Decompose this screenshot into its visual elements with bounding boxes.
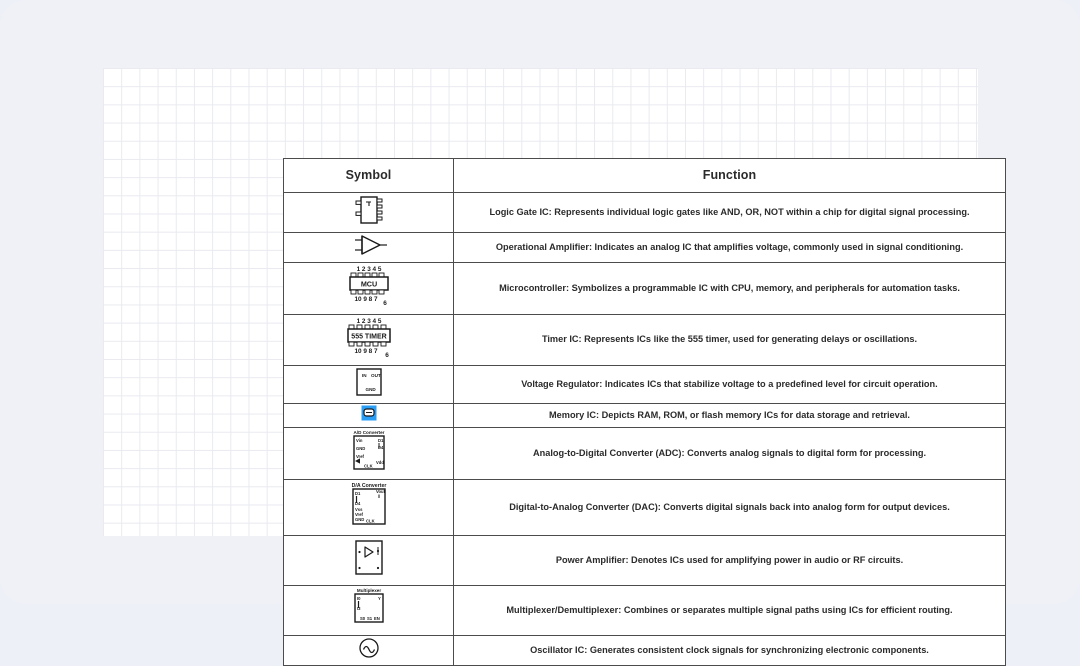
dac-symbol[interactable]	[284, 480, 453, 530]
dac-pin-vref: Vref	[354, 512, 363, 517]
function-text: Timer IC: Represents ICs like the 555 timer, used for generating delays or oscillations.	[541, 334, 918, 345]
mux-pin-en: EN	[373, 616, 380, 621]
adc-title: A/D Converter	[353, 430, 384, 435]
ic-symbol-table	[283, 158, 1003, 655]
function-cell	[454, 636, 1006, 666]
header-label-function: Function	[702, 168, 757, 182]
symbol-cell[interactable]	[284, 480, 454, 536]
mux-pin-s0: S0	[359, 616, 365, 621]
memory-ic-symbol[interactable]	[284, 404, 453, 422]
function-cell	[454, 315, 1006, 366]
table-header-row	[284, 159, 1006, 193]
dac-title: D/A Converter	[351, 483, 386, 489]
header-cell-function	[454, 159, 1006, 193]
mux-pin-i0: I0	[356, 596, 360, 601]
adc-symbol[interactable]	[284, 428, 453, 474]
adc-pin-d4: D4	[377, 445, 383, 450]
dac-pin-gnd: GND	[354, 517, 364, 522]
diagram-canvas[interactable]	[103, 68, 978, 655]
symbol-cell[interactable]	[284, 428, 454, 480]
mcu-body-label: MCU	[360, 279, 377, 289]
logic-gate-ic-symbol[interactable]	[284, 193, 453, 227]
function-text: Analog-to-Digital Converter (ADC): Converts analog signals to digital form for processing.	[532, 447, 927, 458]
mux-pin-s1: S1	[366, 616, 372, 621]
adc-pin-gnd: GND	[355, 446, 365, 451]
operational-amplifier-symbol[interactable]	[284, 233, 453, 257]
regulator-pin-gnd: GND	[365, 387, 376, 392]
symbol-cell[interactable]	[284, 233, 454, 263]
symbol-cell[interactable]	[284, 366, 454, 404]
adc-pin-vref: Vref	[355, 454, 364, 459]
header-cell-symbol	[284, 159, 454, 193]
symbol-cell[interactable]	[284, 586, 454, 636]
function-cell	[454, 586, 1006, 636]
adc-pin-d1: D1	[377, 438, 383, 443]
symbol-cell[interactable]	[284, 315, 454, 366]
timer-pin-6: 6	[384, 352, 389, 359]
oscillator-ic-symbol[interactable]	[284, 636, 453, 660]
symbol-cell[interactable]	[284, 193, 454, 233]
function-cell	[454, 404, 1006, 428]
function-cell	[454, 480, 1006, 536]
mcu-pin-6: 6	[382, 300, 387, 307]
function-text: Voltage Regulator: Indicates ICs that stabilize voltage to a predefined level for circuit operation.	[521, 378, 938, 389]
mux-title: Multiplexer	[356, 588, 381, 593]
header-label-symbol: Symbol	[345, 168, 392, 182]
symbol-cell[interactable]	[284, 404, 454, 428]
function-text: Operational Amplifier: Indicates an analog IC that amplifies voltage, commonly used in signal conditioning.	[495, 241, 964, 252]
regulator-pin-out: OUT	[370, 373, 381, 378]
timer-bottom-pin-numbers: 10 9 8 7	[353, 348, 378, 355]
adc-pin-vin: Vin	[355, 438, 362, 443]
timer-body-label: 555 TIMER	[350, 333, 387, 341]
table-row	[284, 193, 1006, 233]
dac-pin-vout: Vout	[375, 489, 385, 494]
mcu-top-pin-numbers: 1 2 3 4 5	[356, 266, 381, 273]
table-row	[284, 366, 1006, 404]
multiplexer-symbol[interactable]	[284, 586, 453, 630]
timer-ic-dip-symbol[interactable]	[284, 315, 453, 360]
function-cell	[454, 233, 1006, 263]
voltage-regulator-symbol[interactable]	[284, 366, 453, 398]
table-row	[284, 636, 1006, 666]
mux-pin-i3: I3	[356, 606, 360, 611]
function-text: Digital-to-Analog Converter (DAC): Converts digital signals back into analog form for output devices.	[509, 501, 950, 512]
mcu-bottom-pin-numbers: 10 9 8 7	[353, 296, 378, 303]
regulator-pin-in: IN	[361, 373, 367, 378]
function-text: Power Amplifier: Denotes ICs used for amplifying power in audio or RF circuits.	[555, 554, 904, 565]
timer-top-pin-numbers: 1 2 3 4 5	[356, 318, 381, 325]
table-row	[284, 480, 1006, 536]
function-cell	[454, 263, 1006, 315]
function-text: Microcontroller: Symbolizes a programmable IC with CPU, memory, and peripherals for automation tasks.	[499, 282, 960, 293]
function-cell	[454, 193, 1006, 233]
dac-pin-d4: D4	[354, 501, 360, 506]
power-amplifier-symbol[interactable]	[284, 536, 453, 580]
function-cell	[454, 536, 1006, 586]
dac-pin-vss: Vss	[354, 507, 362, 512]
symbol-function-table	[283, 158, 1006, 666]
adc-pin-vdd: Vdd	[375, 460, 384, 465]
symbol-cell[interactable]	[284, 536, 454, 586]
symbol-cell[interactable]	[284, 636, 454, 666]
symbol-cell[interactable]	[284, 263, 454, 315]
function-text: Logic Gate IC: Represents individual logic gates like AND, OR, NOT within a chip for digital signal processing.	[489, 206, 970, 217]
table-row	[284, 233, 1006, 263]
microcontroller-dip-symbol[interactable]	[284, 263, 453, 309]
dac-pin-d1: D1	[354, 491, 360, 496]
function-text: Memory IC: Depicts RAM, ROM, or flash memory ICs for data storage and retrieval.	[549, 409, 910, 420]
adc-pin-clk: CLK	[363, 463, 373, 469]
table-row	[284, 586, 1006, 636]
table-row	[284, 315, 1006, 366]
table-row	[284, 404, 1006, 428]
function-text: Multiplexer/Demultiplexer: Combines or separates multiple signal paths using ICs for efficient routing.	[506, 604, 953, 615]
dac-pin-clk: CLK	[365, 518, 375, 524]
table-row	[284, 263, 1006, 315]
function-text: Oscillator IC: Generates consistent clock signals for synchronizing electronic components.	[530, 644, 929, 655]
table-row	[284, 536, 1006, 586]
mux-pin-y: Y	[377, 596, 381, 601]
table-row	[284, 428, 1006, 480]
function-cell	[454, 428, 1006, 480]
function-cell	[454, 366, 1006, 404]
